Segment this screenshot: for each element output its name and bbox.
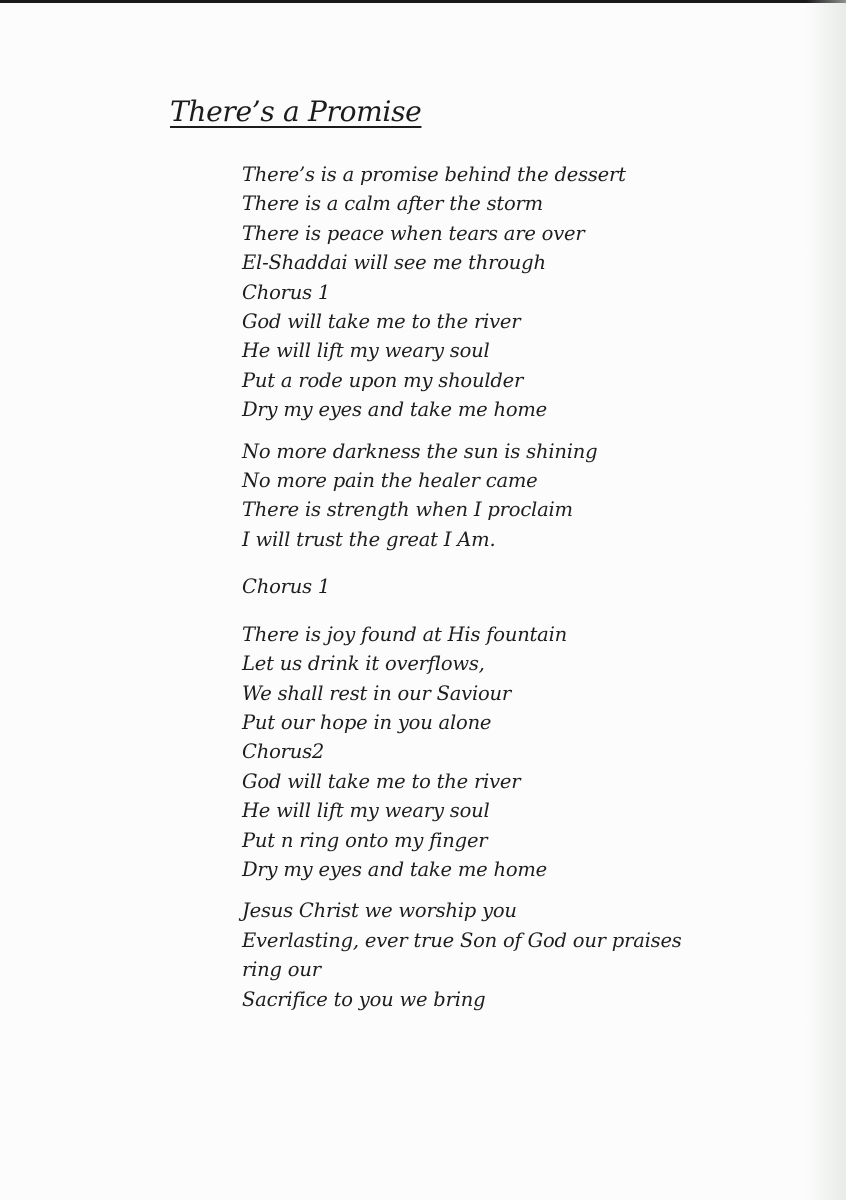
lyric-line: Jesus Christ we worship you <box>242 899 517 923</box>
lyric-line: Put n ring onto my finger <box>242 828 488 852</box>
lyric-line: There is a calm after the storm <box>242 192 543 216</box>
chorus-label: Chorus2 <box>242 740 325 764</box>
stanza-2 <box>242 437 802 555</box>
stanza-gap <box>242 884 802 896</box>
lyric-line: Put our hope in you alone <box>242 710 492 734</box>
lyric-line: He will lift my weary soul <box>242 799 490 823</box>
lyric-line: Put a rode upon my shoulder <box>242 368 524 392</box>
lyric-line: There’s is a promise behind the dessert <box>242 163 626 186</box>
lyric-line: There is peace when tears are over <box>242 221 585 245</box>
stanza-gap <box>242 602 802 620</box>
chorus-label: Chorus 1 <box>242 280 331 304</box>
lyric-line: No more darkness the sun is shining <box>242 439 598 463</box>
stanza-4 <box>242 896 802 1014</box>
stanza-gap <box>242 425 802 437</box>
stanza-gap <box>242 554 802 572</box>
lyric-line: God will take me to the river <box>242 310 521 334</box>
lyric-line: He will lift my weary soul <box>242 339 490 363</box>
lyric-line: El-Shaddai will see me through <box>242 251 546 275</box>
lyric-line: We shall rest in our Saviour <box>242 681 512 705</box>
song-title: There’s a Promise <box>170 95 422 128</box>
top-edge-rule <box>0 0 846 3</box>
lyric-line: Everlasting, ever true Son of God our praises <box>242 928 682 952</box>
stanza-1 <box>242 160 802 425</box>
lyric-line: No more pain the healer came <box>242 469 538 493</box>
chorus-reference: Chorus 1 <box>242 575 331 599</box>
page-edge-shadow <box>806 0 846 1200</box>
lyrics-body <box>242 160 802 1014</box>
stanza-3 <box>242 620 802 885</box>
lyric-line: Sacrifice to you we bring <box>242 987 486 1011</box>
lyric-line: Dry my eyes and take me home <box>242 857 548 881</box>
lyric-line: I will trust the great I Am. <box>242 527 496 551</box>
lyric-line: ring our <box>242 958 321 982</box>
lyric-line: There is strength when I proclaim <box>242 498 573 522</box>
lyric-line: There is joy found at His fountain <box>242 622 568 646</box>
lyric-line: God will take me to the river <box>242 769 521 793</box>
lyric-line: Let us drink it overflows, <box>242 652 485 676</box>
lyric-line: Dry my eyes and take me home <box>242 398 548 422</box>
